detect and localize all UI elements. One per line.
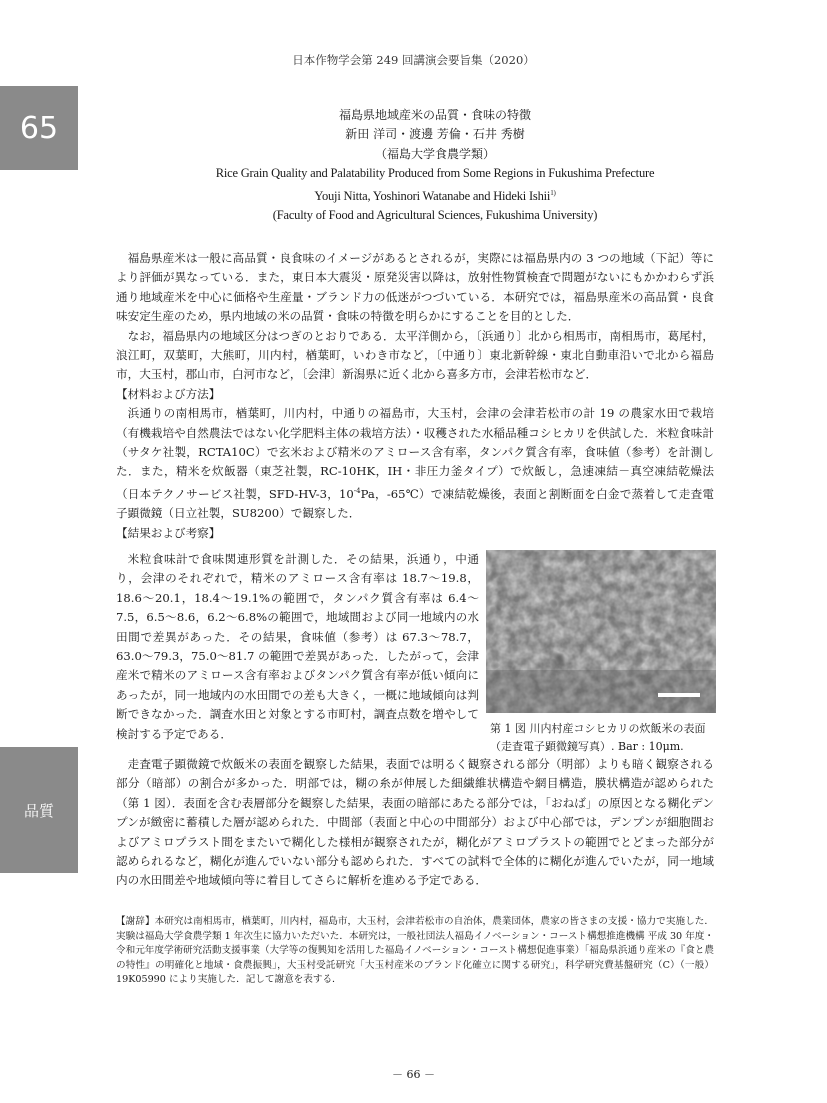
sem-micrograph (486, 550, 716, 713)
body-intro-methods (116, 249, 714, 543)
results-heading: 【結果および考察】 (116, 525, 221, 540)
title-en: Rice Grain Quality and Palatability Produced from Some Regions in Fukushima Prefecture (215, 166, 655, 181)
scale-bar (658, 693, 700, 697)
intro-paragraph-2: なお，福島県内の地域区分はつぎのとおりである．太平洋側から，〔浜通り〕北から相馬市，南相馬市，葛尾村，浪江町，双葉町，大熊町，川内村，楢葉町，いわき市など，〔中通り〕東北新幹線・東北自動車沿いで北から福島市，大玉村，郡山市，白河市など，〔会津〕新潟県に近く北から喜多方市，会津若松市など． (116, 328, 714, 382)
methods-text-part2: Pa，-65℃）で凍結乾燥後，表面と割断面を白金で蒸着して走査電子顕微鏡（日立社製，SU8200）で観察した． (116, 486, 714, 521)
acknowledgement: 【謝辞】本研究は南相馬市，楢葉町，川内村，福島市，大玉村，会津若松市の自治体，農業団体，農家の皆さまの支援・協力で実施した．実験は福島大学食農学類 1 年次生に協力いただいた．本研究は，一般社団法人福島イノベーション・コースト構想推進機構 平成 30 年度・令和元年度学術研究活動支援事業（大学等の復興知を活用した福島イノベーション・コースト構想促進事業）「福島県浜通り産米の『食と農の特性』の明確化と地域・食農振興」，大玉村受託研究「大玉村産米のブランド化確立に関する研究」，科学研究費基盤研究（C）（一般）19K05990 により実施した．記して謝意を表する． (116, 916, 714, 986)
intro-paragraph-1: 福島県産米は一般に高品質・良食味のイメージがあるとされるが，実際には福島県内の 3 つの地域（下記）等により評価が異なっている．また，東日本大震災・原発災害以降は，放射性物質検査で問題がないにもかかわらず浜通り地域産米を中心に価格や生産量・ブランド力の低迷がつづいている．本研究では，福島県産米の高品質・良食味安定生産のため，県内地域の米の品質・食味の特徴を明らかにすることを目的とした． (116, 251, 714, 324)
methods-paragraph (116, 404, 714, 523)
affiliation-ja: （福島大学食農学類） (374, 146, 495, 161)
sem-micrograph-image (486, 550, 716, 713)
methods-text-part1: 浜通りの南相馬市，楢葉町，川内村，中通りの福島市，大玉村，会津の会津若松市の計 19 の農家水田で栽培（有機栽培や自然農法ではない化学肥料主体の栽培方法）・収穫された水稲品種コシヒカリを供試した．米粒食味計（サタケ社製，RCTA10C）で玄米および精米のアミロース含有率，タンパク質含有率，食味値（参考）を計測した．また，精米を炊飯器（東芝社製，RC-10HK，IH・非圧力釜タイプ）で炊飯し，急速凍結－真空凍結乾燥法（日本テクノサービス社製，SFD-HV-3，10 (116, 406, 714, 501)
title-ja: 福島県地域産米の品質・食味の特徴 (338, 108, 531, 122)
affiliation-en: (Faculty of Food and Agricultural Sciences, Fukushima University) (272, 208, 598, 223)
results-paragraph-2-text: 走査電子顕微鏡で炊飯米の表面を観察した結果，表面では明るく観察される部分（明部）よりも暗く観察される部分（暗部）の割合が多かった．明部では，糊の糸が伸展した細繊維状構造や網目構造，膜状構造が認められた（第 1 図）．表面を含む表層部分を観察した結果，表面の暗部にあたる部分では，「おねば」の原因となる糊化デンプンが緻密に蓄積した層が認められた．中間部（表面と中心の中間部分）および中心部では，デンプンが細胞間およびアミロプラスト間をまたいで糊化した様相が観察されたが，糊化がアミロプラストの範囲でとどまった部分が認められるなど，糊化が進んでいない部分も認められた．すべての試料で全体的に糊化が進んでいたが，同一地域内の水田間差や地域傾向等に着目してさらに解析を進める予定である． (116, 757, 714, 888)
authors-en (150, 184, 720, 207)
page-number: － 66 － (392, 1068, 435, 1081)
methods-heading: 【材料および方法】 (116, 386, 221, 401)
authors-ja: 新田 洋司・渡邊 芳倫・石井 秀樹 (345, 127, 525, 142)
authors-en-footnote-mark: 1) (550, 188, 556, 197)
abstract-number-tab: 65 (0, 86, 78, 170)
authors-en-names: Youji Nitta, Yoshinori Watanabe and Hideki Ishii (314, 188, 551, 203)
results-paragraph-2 (116, 755, 714, 891)
running-header: 日本作物学会第 249 回講演会要旨集（2020） (292, 53, 535, 67)
figure-caption (490, 720, 725, 756)
figure-caption-line-2: （走査電子顕微鏡写真）. Bar : 10μm. (490, 740, 684, 753)
methods-exponent: -4 (353, 486, 361, 495)
results-paragraph-1 (116, 550, 479, 744)
title-block (150, 106, 720, 226)
figure-caption-line-1: 第 1 図 川内村産コシヒカリの炊飯米の表面 (490, 722, 706, 735)
category-tab: 品質 (0, 747, 78, 873)
results-paragraph-1-text: 米粒食味計で食味関連形質を計測した．その結果，浜通り，中通り，会津のそれぞれで，精米のアミロース含有率は 18.7～19.8，18.6～20.1，18.4～19.1%の範囲で，タンパク質含有率は 6.4～7.5，6.5～8.6，6.2～6.8%の範囲で，地域間および同一地域内の水田間で差異があった．その結果，食味値（参考）は 67.3～78.7，63.0～79.3，75.0～81.7 の範囲で差異があった．したがって，会津産米で精米のアミロース含有率およびタンパク質含有率が低い傾向にあったが，同一地域内の水田間での差も大きく，一概に地域傾向は判断できなかった．調査水田と対象とする市町村，調査点数を増やして検討する予定である． (116, 552, 479, 741)
